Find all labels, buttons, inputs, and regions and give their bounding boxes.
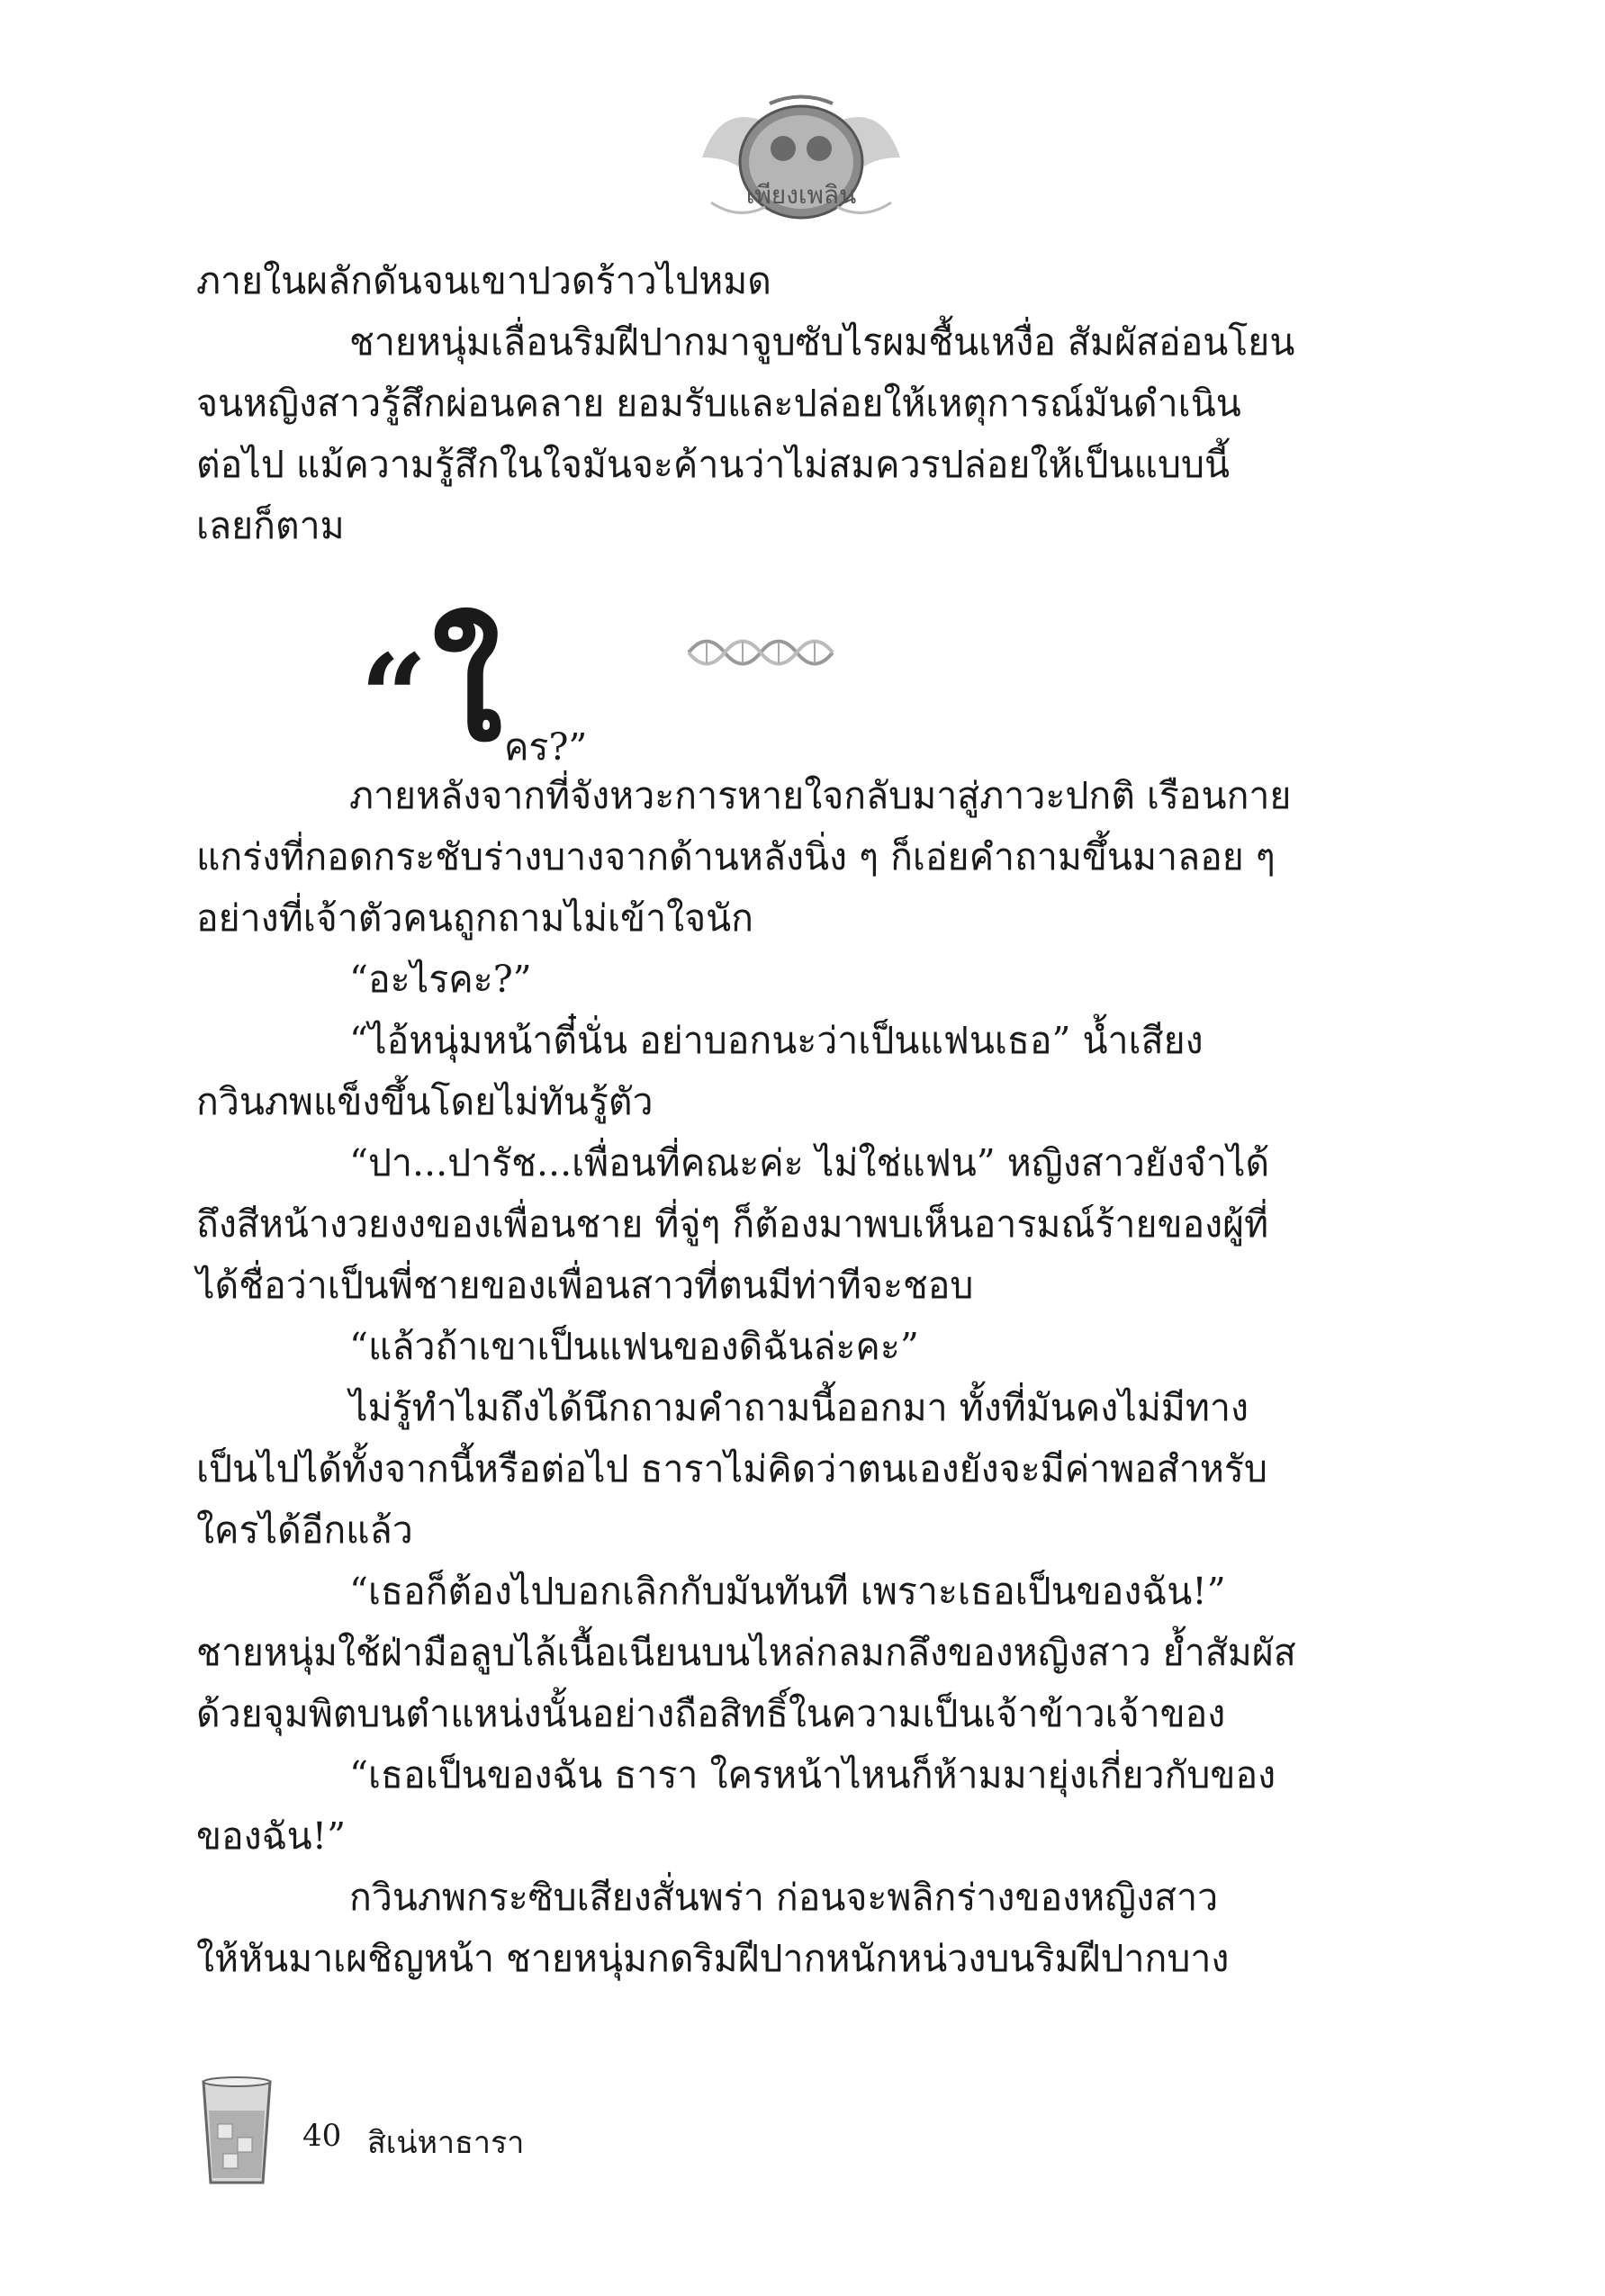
text-line: ชายหนุ่มเลื่อนริมฝีปากมาจูบซับไรผมชื้นเหงื่อ สัมผัสอ่อนโยน <box>349 320 1295 364</box>
text-line: “อะไรคะ?” <box>349 958 532 1001</box>
text-line: ให้หันมาเผชิญหน้า ชายหนุ่มกดริมฝีปากหนักหน่วงบนริมฝีปากบาง <box>196 1937 1230 1980</box>
text-line: ไม่รู้ทำไมถึงได้นึกถามคำถามนี้ออกมา ทั้งที่มันคงไม่มีทาง <box>349 1386 1249 1429</box>
text-line: “ไอ้หนุ่มหน้าตี๋นั่น อย่าบอกนะว่าเป็นแฟนเธอ” น้ำเสียง <box>349 1019 1204 1062</box>
text-line: ของฉัน!” <box>196 1814 347 1858</box>
logo-text: เพียงเพลิน <box>745 180 857 210</box>
text-line: ภายในผลักดันจนเขาปวดร้าวไปหมด <box>196 259 771 302</box>
text-line: “เธอก็ต้องไปบอกเลิกกับมันทันที เพราะเธอเป็นของฉัน!” <box>349 1570 1226 1613</box>
text-line: ภายหลังจากที่จังหวะการหายใจกลับมาสู่ภาวะปกติ เรือนกาย <box>349 774 1292 817</box>
text-line: แกร่งที่กอดกระชับร่างบางจากด้านหลังนิ่ง ๆ ก็เอ่ยคำถามขึ้นมาลอย ๆ <box>196 835 1276 878</box>
top-text-block <box>196 250 1330 556</box>
dropcap-quote: “ <box>360 628 428 766</box>
text-line: “แล้วถ้าเขาเป็นแฟนของดิฉันล่ะคะ” <box>349 1325 919 1368</box>
body-text-block <box>196 765 1330 1989</box>
text-line: จนหญิงสาวรู้สึกผ่อนคลาย ยอมรับและปล่อยให้เหตุการณ์มันดำเนิน <box>196 382 1241 425</box>
text-line: ใครได้อีกแล้ว <box>196 1508 413 1552</box>
dna-ornament-icon <box>684 626 846 680</box>
dropcap-rest: คร?” <box>504 725 588 769</box>
text-line: เป็นไปได้ทั้งจากนี้หรือต่อไป ธาราไม่คิดว่าตนเองยังจะมีค่าพอสำหรับ <box>196 1447 1267 1490</box>
scene-divider <box>684 626 846 680</box>
chapter-logo <box>684 86 918 230</box>
page-footer <box>196 2075 736 2192</box>
text-line: “ปา...ปารัช...เพื่อนที่คณะค่ะ ไม่ใช่แฟน” หญิงสาวยังจำได้ <box>349 1141 1270 1184</box>
text-line: อย่างที่เจ้าตัวคนถูกถามไม่เข้าใจนัก <box>196 896 754 940</box>
text-line: ถึงสีหน้างวยงงของเพื่อนชาย ที่จู่ๆ ก็ต้องมาพบเห็นอารมณ์ร้ายของผู้ที่ <box>196 1202 1269 1246</box>
text-line: ด้วยจุมพิตบนตำแหน่งนั้นอย่างถือสิทธิ์ในความเป็นเจ้าข้าวเจ้าของ <box>196 1692 1226 1735</box>
glass-icon <box>196 2075 277 2192</box>
text-line: ต่อไป แม้ความรู้สึกในใจมันจะค้านว่าไม่สมควรปล่อยให้เป็นแบบนี้ <box>196 443 1231 486</box>
text-line: ได้ชื่อว่าเป็นพี่ชายของเพื่อนสาวที่ตนมีท่าทีจะชอบ <box>196 1264 974 1307</box>
text-line: “เธอเป็นของฉัน ธารา ใครหน้าไหนก็ห้ามมายุ่งเกี่ยวกับของ <box>349 1753 1276 1796</box>
text-line: กวินภพกระซิบเสียงสั่นพร่า ก่อนจะพลิกร่างของหญิงสาว <box>349 1876 1219 1919</box>
text-line: เลยก็ตาม <box>196 504 345 547</box>
text-line: กวินภพแข็งขึ้นโดยไม่ทันรู้ตัว <box>196 1080 654 1123</box>
page-number: 40 <box>302 2118 342 2154</box>
dropcap-letter: ใ <box>432 604 503 773</box>
text-line: ชายหนุ่มใช้ฝ่ามือลูบไล้เนื้อเนียนบนไหล่กลมกลึงของหญิงสาว ย้ำสัมผัส <box>196 1631 1296 1674</box>
book-title: สิเน่หาธารา <box>367 2125 525 2161</box>
